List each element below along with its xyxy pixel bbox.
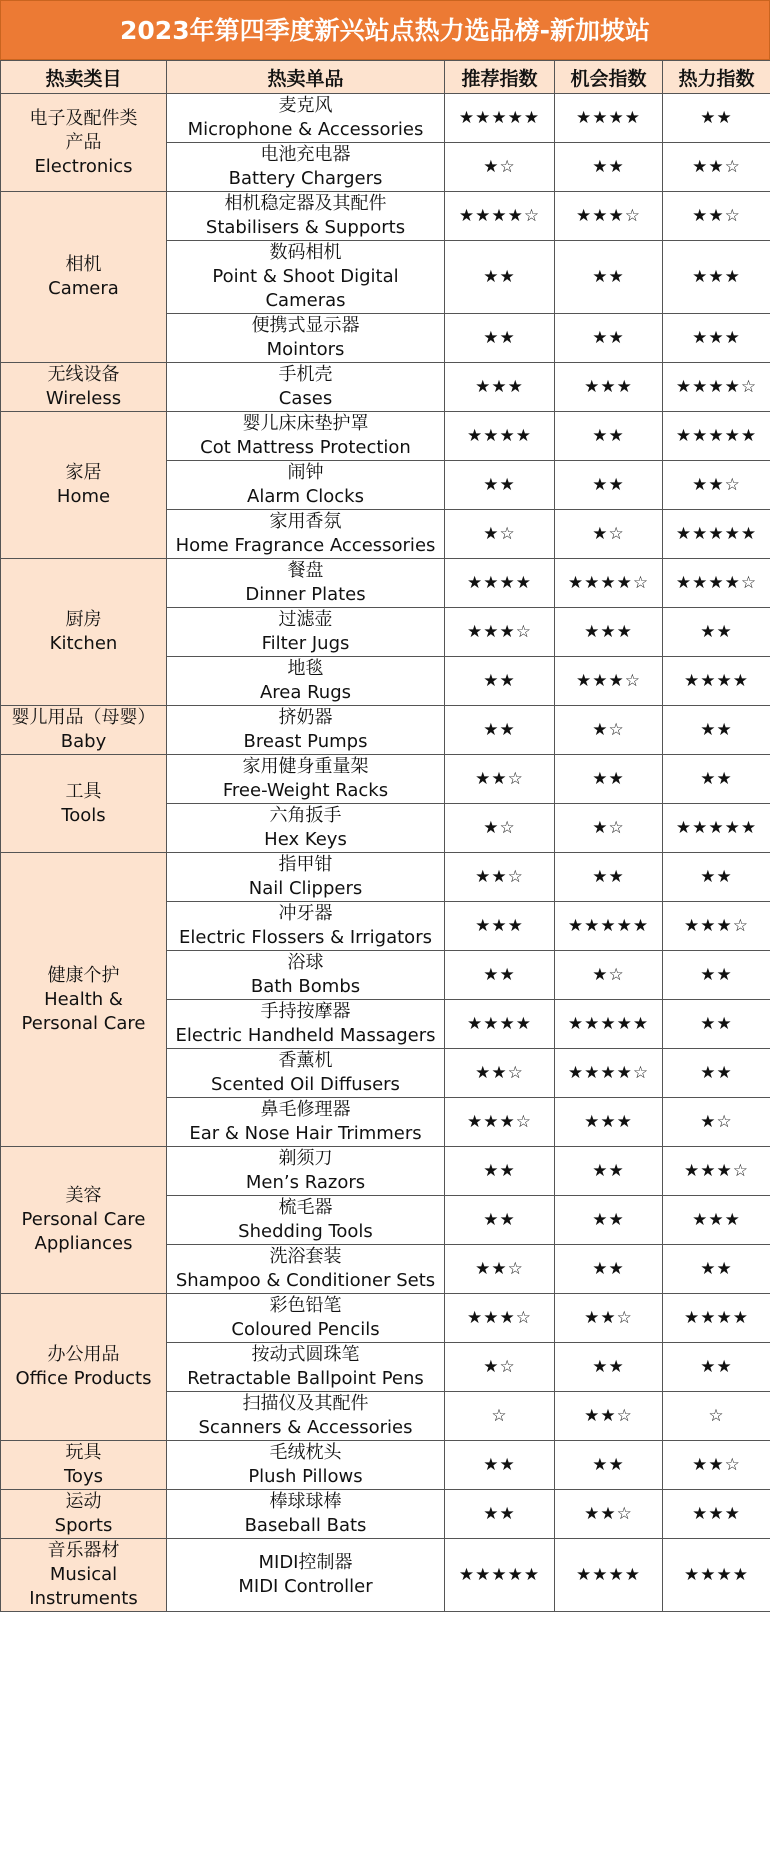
heat-stars: ★★★ bbox=[663, 1196, 770, 1245]
heat-stars: ★★★ bbox=[663, 241, 770, 314]
recommend-stars: ★★ bbox=[445, 461, 555, 510]
opportunity-stars: ★★ bbox=[555, 1441, 663, 1490]
product-zh: 闹钟 bbox=[287, 462, 324, 483]
heat-stars: ★★ bbox=[663, 1343, 770, 1392]
recommend-stars: ★★★☆ bbox=[445, 608, 555, 657]
product-cell bbox=[167, 94, 445, 143]
product-en: Microphone & Accessories bbox=[187, 119, 424, 140]
product-cell bbox=[167, 1294, 445, 1343]
opportunity-stars: ★☆ bbox=[555, 510, 663, 559]
category-en: Musical bbox=[49, 1564, 118, 1585]
recommend-stars: ★★☆ bbox=[445, 1245, 555, 1294]
heat-stars: ★★★☆ bbox=[663, 902, 770, 951]
product-zh: 冲牙器 bbox=[278, 903, 333, 924]
recommend-stars: ★★★☆ bbox=[445, 1098, 555, 1147]
heat-stars: ★★★★ bbox=[663, 1539, 770, 1612]
recommend-stars: ★★★★☆ bbox=[445, 192, 555, 241]
recommend-stars: ★★☆ bbox=[445, 755, 555, 804]
recommend-stars: ★★☆ bbox=[445, 1049, 555, 1098]
recommend-stars: ★★ bbox=[445, 1196, 555, 1245]
category-en: Kitchen bbox=[49, 633, 118, 654]
recommend-stars: ★★★ bbox=[445, 363, 555, 412]
heat-stars: ★★ bbox=[663, 1049, 770, 1098]
heat-stars: ★★★★★ bbox=[663, 412, 770, 461]
opportunity-stars: ★★ bbox=[555, 755, 663, 804]
product-en: Nail Clippers bbox=[248, 878, 363, 899]
opportunity-stars: ★★★★☆ bbox=[555, 559, 663, 608]
heat-stars: ★★ bbox=[663, 1245, 770, 1294]
heat-stars: ★★★★ bbox=[663, 1294, 770, 1343]
table-row bbox=[1, 559, 770, 608]
product-en: Stabilisers & Supports bbox=[205, 217, 406, 238]
product-en: Breast Pumps bbox=[243, 731, 368, 752]
category-zh: 家居 bbox=[65, 462, 102, 483]
product-zh: 挤奶器 bbox=[278, 707, 333, 728]
category-cell bbox=[1, 192, 167, 363]
opportunity-stars: ★★☆ bbox=[555, 1490, 663, 1539]
table-row bbox=[1, 1441, 770, 1490]
category-zh: 玩具 bbox=[65, 1442, 102, 1463]
category-zh: 办公用品 bbox=[47, 1344, 120, 1365]
category-cell bbox=[1, 1147, 167, 1294]
product-zh: MIDI控制器 bbox=[258, 1552, 353, 1573]
opportunity-stars: ★★ bbox=[555, 241, 663, 314]
product-zh: 家用香氛 bbox=[269, 511, 342, 532]
table-row bbox=[1, 1147, 770, 1196]
product-cell bbox=[167, 608, 445, 657]
opportunity-stars: ★★ bbox=[555, 461, 663, 510]
product-zh: 彩色铅笔 bbox=[269, 1295, 342, 1316]
heat-stars: ★★★★★ bbox=[663, 510, 770, 559]
category-cell bbox=[1, 853, 167, 1147]
category-zh: 婴儿用品（母婴） bbox=[11, 707, 156, 728]
table-row bbox=[1, 94, 770, 143]
category-cell bbox=[1, 1490, 167, 1539]
heat-stars: ★★ bbox=[663, 853, 770, 902]
product-zh: 按动式圆珠笔 bbox=[251, 1344, 360, 1365]
table-row bbox=[1, 853, 770, 902]
category-zh: 厨房 bbox=[65, 609, 102, 630]
category-en: Baby bbox=[60, 731, 107, 752]
category-zh: 电子及配件类 bbox=[29, 107, 138, 129]
category-en: Personal Care bbox=[21, 1209, 146, 1230]
opportunity-stars: ★★★ bbox=[555, 363, 663, 412]
opportunity-stars: ★★ bbox=[555, 853, 663, 902]
heat-stars: ★★ bbox=[663, 1000, 770, 1049]
category-en: Health & bbox=[44, 988, 123, 1010]
product-cell bbox=[167, 1098, 445, 1147]
recommend-stars: ★★★★★ bbox=[445, 94, 555, 143]
recommend-stars: ★★ bbox=[445, 1441, 555, 1490]
product-cell bbox=[167, 804, 445, 853]
opportunity-stars: ★☆ bbox=[555, 804, 663, 853]
heat-stars: ★★☆ bbox=[663, 192, 770, 241]
product-en: Home Fragrance Accessories bbox=[175, 535, 436, 556]
product-cell bbox=[167, 951, 445, 1000]
product-cell bbox=[167, 461, 445, 510]
recommend-stars: ★☆ bbox=[445, 143, 555, 192]
opportunity-stars: ★★ bbox=[555, 1245, 663, 1294]
product-zh: 手持按摩器 bbox=[260, 1001, 351, 1022]
product-cell bbox=[167, 1343, 445, 1392]
table-row bbox=[1, 1490, 770, 1539]
recommend-stars: ★★☆ bbox=[445, 853, 555, 902]
product-en: Bath Bombs bbox=[250, 976, 361, 997]
product-en: Electric Flossers & Irrigators bbox=[179, 927, 432, 948]
product-en: Coloured Pencils bbox=[231, 1319, 380, 1340]
product-zh: 便携式显示器 bbox=[251, 315, 360, 336]
header-heat: 热力指数 bbox=[663, 61, 770, 94]
product-zh: 相机稳定器及其配件 bbox=[224, 193, 387, 214]
product-zh: 婴儿床床垫护罩 bbox=[242, 413, 369, 434]
product-cell bbox=[167, 192, 445, 241]
category-en: Instruments bbox=[29, 1588, 138, 1609]
recommend-stars: ☆ bbox=[445, 1392, 555, 1441]
product-cell bbox=[167, 241, 445, 314]
product-en: Baseball Bats bbox=[244, 1515, 367, 1536]
category-en: Appliances bbox=[34, 1233, 133, 1254]
product-zh: 数码相机 bbox=[269, 242, 342, 263]
recommend-stars: ★★ bbox=[445, 657, 555, 706]
recommend-stars: ★★ bbox=[445, 314, 555, 363]
product-cell bbox=[167, 1196, 445, 1245]
opportunity-stars: ★★ bbox=[555, 1147, 663, 1196]
opportunity-stars: ★★★ bbox=[555, 608, 663, 657]
category-zh: 美容 bbox=[65, 1185, 102, 1206]
product-cell bbox=[167, 143, 445, 192]
product-cell bbox=[167, 755, 445, 804]
opportunity-stars: ★★★★☆ bbox=[555, 1049, 663, 1098]
product-zh: 梳毛器 bbox=[278, 1197, 333, 1218]
product-cell bbox=[167, 1049, 445, 1098]
product-zh: 指甲钳 bbox=[278, 854, 333, 875]
opportunity-stars: ★★☆ bbox=[555, 1392, 663, 1441]
product-zh: 电池充电器 bbox=[260, 144, 351, 165]
category-en: Electronics bbox=[34, 155, 133, 177]
product-cell bbox=[167, 706, 445, 755]
product-en: Shampoo & Conditioner Sets bbox=[175, 1270, 436, 1291]
heat-stars: ★★★ bbox=[663, 1490, 770, 1539]
category-en: Tools bbox=[61, 804, 106, 826]
product-zh: 鼻毛修理器 bbox=[260, 1099, 351, 1120]
product-cell bbox=[167, 1392, 445, 1441]
product-en: Dinner Plates bbox=[245, 584, 366, 605]
opportunity-stars: ★★☆ bbox=[555, 1294, 663, 1343]
product-cell bbox=[167, 1490, 445, 1539]
recommend-stars: ★★ bbox=[445, 951, 555, 1000]
product-zh: 手机壳 bbox=[278, 364, 333, 385]
opportunity-stars: ★★ bbox=[555, 314, 663, 363]
heat-stars: ☆ bbox=[663, 1392, 770, 1441]
category-zh: 音乐器材 bbox=[47, 1540, 120, 1561]
category-en: Personal Care bbox=[21, 1012, 146, 1034]
product-en: Alarm Clocks bbox=[247, 486, 364, 507]
table-row bbox=[1, 1294, 770, 1343]
product-cell bbox=[167, 1539, 445, 1612]
heat-stars: ★★ bbox=[663, 608, 770, 657]
heat-stars: ★★★★☆ bbox=[663, 363, 770, 412]
category-cell bbox=[1, 94, 167, 192]
product-cell bbox=[167, 902, 445, 951]
product-en: MIDI Controller bbox=[238, 1576, 373, 1597]
heat-stars: ★★☆ bbox=[663, 461, 770, 510]
recommend-stars: ★★ bbox=[445, 1147, 555, 1196]
opportunity-stars: ★★★★★ bbox=[555, 1000, 663, 1049]
header-opportunity: 机会指数 bbox=[555, 61, 663, 94]
opportunity-stars: ★★★☆ bbox=[555, 657, 663, 706]
product-zh: 麦克风 bbox=[278, 95, 333, 116]
product-zh: 扫描仪及其配件 bbox=[242, 1393, 369, 1414]
opportunity-stars: ★★ bbox=[555, 1343, 663, 1392]
product-en: Scanners & Accessories bbox=[198, 1417, 413, 1438]
opportunity-stars: ★★★★ bbox=[555, 1539, 663, 1612]
product-zh: 毛绒枕头 bbox=[269, 1442, 342, 1463]
recommend-stars: ★★★☆ bbox=[445, 1294, 555, 1343]
opportunity-stars: ★★★★★ bbox=[555, 902, 663, 951]
category-en: Office Products bbox=[15, 1368, 152, 1389]
category-cell bbox=[1, 755, 167, 853]
product-cell bbox=[167, 657, 445, 706]
heat-stars: ★☆ bbox=[663, 1098, 770, 1147]
product-en: Cameras bbox=[265, 290, 346, 311]
product-zh: 棒球球棒 bbox=[269, 1491, 342, 1512]
recommend-stars: ★★★★ bbox=[445, 412, 555, 461]
recommend-stars: ★★★★ bbox=[445, 1000, 555, 1049]
heat-stars: ★★☆ bbox=[663, 143, 770, 192]
product-en: Men’s Razors bbox=[245, 1172, 366, 1193]
product-en: Electric Handheld Massagers bbox=[175, 1025, 436, 1046]
product-en: Cases bbox=[278, 388, 333, 409]
table-row bbox=[1, 363, 770, 412]
product-cell bbox=[167, 1441, 445, 1490]
category-en: Toys bbox=[64, 1466, 103, 1487]
category-cell bbox=[1, 1441, 167, 1490]
recommend-stars: ★★★ bbox=[445, 902, 555, 951]
category-zh: 运动 bbox=[65, 1491, 102, 1512]
table-row bbox=[1, 706, 770, 755]
product-en: Battery Chargers bbox=[228, 168, 383, 189]
category-en: Camera bbox=[48, 278, 119, 299]
table-title: 2023年第四季度新兴站点热力选品榜-新加坡站 bbox=[0, 0, 770, 60]
product-en: Scented Oil Diffusers bbox=[211, 1074, 400, 1095]
product-cell bbox=[167, 559, 445, 608]
category-en: Sports bbox=[54, 1515, 113, 1536]
product-en: Shedding Tools bbox=[238, 1221, 373, 1242]
product-en: Filter Jugs bbox=[261, 633, 350, 654]
product-zh: 香薰机 bbox=[278, 1050, 333, 1071]
heat-stars: ★★☆ bbox=[663, 1441, 770, 1490]
table-row bbox=[1, 192, 770, 241]
product-en: Mointors bbox=[266, 339, 345, 360]
heat-stars: ★★★★★ bbox=[663, 804, 770, 853]
product-en: Plush Pillows bbox=[248, 1466, 363, 1487]
product-cell bbox=[167, 1000, 445, 1049]
product-en: Hex Keys bbox=[264, 829, 347, 850]
product-cell bbox=[167, 510, 445, 559]
heat-stars: ★★★★ bbox=[663, 657, 770, 706]
product-cell bbox=[167, 1245, 445, 1294]
recommend-stars: ★★ bbox=[445, 241, 555, 314]
opportunity-stars: ★★★ bbox=[555, 1098, 663, 1147]
category-cell bbox=[1, 706, 167, 755]
recommend-stars: ★★ bbox=[445, 1490, 555, 1539]
category-zh: 健康个护 bbox=[47, 964, 120, 986]
product-en: Cot Mattress Protection bbox=[200, 437, 411, 458]
product-zh: 剃须刀 bbox=[278, 1148, 333, 1169]
opportunity-stars: ★★★☆ bbox=[555, 192, 663, 241]
category-cell bbox=[1, 1539, 167, 1612]
header-recommend: 推荐指数 bbox=[445, 61, 555, 94]
product-cell bbox=[167, 363, 445, 412]
category-cell bbox=[1, 363, 167, 412]
heat-stars: ★★★★☆ bbox=[663, 559, 770, 608]
recommend-stars: ★★ bbox=[445, 706, 555, 755]
heat-stars: ★★ bbox=[663, 706, 770, 755]
category-zh: 无线设备 bbox=[47, 364, 120, 385]
header-product: 热卖单品 bbox=[167, 61, 445, 94]
opportunity-stars: ★★ bbox=[555, 412, 663, 461]
heat-stars: ★★ bbox=[663, 755, 770, 804]
table-body bbox=[1, 94, 770, 1612]
opportunity-stars: ★☆ bbox=[555, 706, 663, 755]
ranking-table bbox=[0, 60, 770, 1612]
product-zh: 家用健身重量架 bbox=[242, 756, 369, 777]
category-en: Wireless bbox=[45, 388, 122, 409]
recommend-stars: ★★★★ bbox=[445, 559, 555, 608]
heat-stars: ★★★ bbox=[663, 314, 770, 363]
heat-stars: ★★★☆ bbox=[663, 1147, 770, 1196]
table-row bbox=[1, 1539, 770, 1612]
product-zh: 浴球 bbox=[287, 952, 324, 973]
product-en: Point & Shoot Digital bbox=[212, 266, 399, 287]
category-cell bbox=[1, 1294, 167, 1441]
product-zh: 地毯 bbox=[287, 658, 324, 679]
category-en: Home bbox=[56, 486, 111, 507]
product-cell bbox=[167, 1147, 445, 1196]
product-zh: 洗浴套装 bbox=[269, 1246, 342, 1267]
product-en: Area Rugs bbox=[259, 682, 352, 703]
header-row bbox=[1, 61, 770, 94]
product-zh: 餐盘 bbox=[287, 560, 324, 581]
table-row bbox=[1, 412, 770, 461]
product-zh: 六角扳手 bbox=[269, 805, 342, 826]
product-cell bbox=[167, 314, 445, 363]
category-zh: 相机 bbox=[65, 254, 102, 275]
recommend-stars: ★☆ bbox=[445, 804, 555, 853]
product-en: Retractable Ballpoint Pens bbox=[187, 1368, 424, 1389]
recommend-stars: ★★★★★ bbox=[445, 1539, 555, 1612]
category-cell bbox=[1, 412, 167, 559]
recommend-stars: ★☆ bbox=[445, 1343, 555, 1392]
category-zh: 工具 bbox=[65, 780, 102, 802]
heat-stars: ★★ bbox=[663, 94, 770, 143]
header-category: 热卖类目 bbox=[1, 61, 167, 94]
product-zh: 过滤壶 bbox=[278, 609, 333, 630]
product-en: Free-Weight Racks bbox=[222, 780, 389, 801]
recommend-stars: ★☆ bbox=[445, 510, 555, 559]
product-cell bbox=[167, 412, 445, 461]
category-zh: 产品 bbox=[65, 131, 102, 153]
opportunity-stars: ★★★★ bbox=[555, 94, 663, 143]
product-en: Ear & Nose Hair Trimmers bbox=[189, 1123, 422, 1144]
opportunity-stars: ★☆ bbox=[555, 951, 663, 1000]
product-cell bbox=[167, 853, 445, 902]
opportunity-stars: ★★ bbox=[555, 1196, 663, 1245]
opportunity-stars: ★★ bbox=[555, 143, 663, 192]
table-row bbox=[1, 755, 770, 804]
category-cell bbox=[1, 559, 167, 706]
heat-stars: ★★ bbox=[663, 951, 770, 1000]
